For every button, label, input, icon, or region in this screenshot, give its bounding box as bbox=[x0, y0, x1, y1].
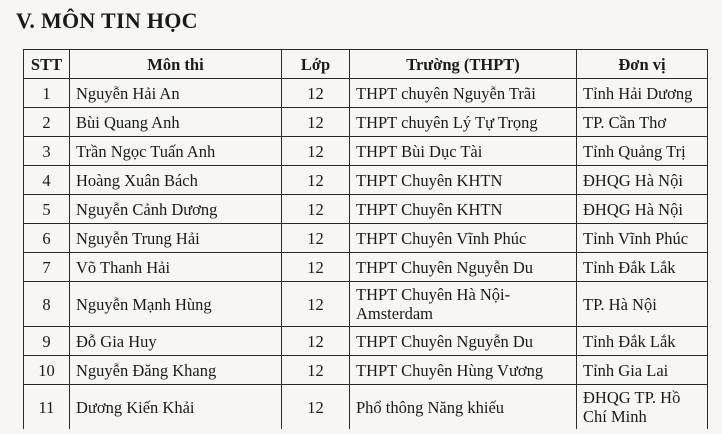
cell-stt: 10 bbox=[24, 356, 70, 385]
cell-school: THPT chuyên Nguyễn Trãi bbox=[350, 79, 577, 108]
cell-unit: Tỉnh Vĩnh Phúc bbox=[577, 224, 708, 253]
cell-unit: Tỉnh Đắk Lắk bbox=[577, 253, 708, 282]
cell-name: Trần Ngọc Tuấn Anh bbox=[70, 137, 282, 166]
cell-grade: 12 bbox=[282, 385, 350, 430]
cell-stt: 6 bbox=[24, 224, 70, 253]
table-row bbox=[24, 79, 708, 108]
cell-name: Võ Thanh Hải bbox=[70, 253, 282, 282]
cell-school: THPT Chuyên Hà Nội-Amsterdam bbox=[350, 282, 577, 327]
cell-grade: 12 bbox=[282, 327, 350, 356]
cell-stt: 5 bbox=[24, 195, 70, 224]
cell-grade: 12 bbox=[282, 195, 350, 224]
cell-name: Đỗ Gia Huy bbox=[70, 327, 282, 356]
cell-stt: 9 bbox=[24, 327, 70, 356]
table-row bbox=[24, 253, 708, 282]
cell-name: Hoàng Xuân Bách bbox=[70, 166, 282, 195]
cell-grade: 12 bbox=[282, 137, 350, 166]
header-subject: Môn thi bbox=[70, 50, 282, 79]
cell-grade: 12 bbox=[282, 224, 350, 253]
cell-name: Nguyễn Cảnh Dương bbox=[70, 195, 282, 224]
table-row bbox=[24, 166, 708, 195]
cell-stt: 7 bbox=[24, 253, 70, 282]
table-header-row bbox=[24, 50, 708, 79]
table-row bbox=[24, 108, 708, 137]
cell-school: THPT chuyên Lý Tự Trọng bbox=[350, 108, 577, 137]
cell-name: Nguyễn Mạnh Hùng bbox=[70, 282, 282, 327]
table-row bbox=[24, 137, 708, 166]
cell-school: THPT Bùi Dục Tài bbox=[350, 137, 577, 166]
cell-school: Phổ thông Năng khiếu bbox=[350, 385, 577, 430]
cell-school: THPT Chuyên Hùng Vương bbox=[350, 356, 577, 385]
cell-stt: 11 bbox=[24, 385, 70, 430]
table-row bbox=[24, 327, 708, 356]
header-stt: STT bbox=[24, 50, 70, 79]
cell-stt: 4 bbox=[24, 166, 70, 195]
header-grade: Lớp bbox=[282, 50, 350, 79]
cell-name: Dương Kiến Khải bbox=[70, 385, 282, 430]
cell-unit: ĐHQG Hà Nội bbox=[577, 195, 708, 224]
cell-unit: Tỉnh Hải Dương bbox=[577, 79, 708, 108]
cell-stt: 3 bbox=[24, 137, 70, 166]
cell-unit: ĐHQG Hà Nội bbox=[577, 166, 708, 195]
section-title: V. MÔN TIN HỌC bbox=[16, 8, 198, 33]
cell-grade: 12 bbox=[282, 253, 350, 282]
cell-stt: 2 bbox=[24, 108, 70, 137]
cell-school: THPT Chuyên KHTN bbox=[350, 195, 577, 224]
cell-grade: 12 bbox=[282, 166, 350, 195]
cell-unit: TP. Hà Nội bbox=[577, 282, 708, 327]
cell-grade: 12 bbox=[282, 108, 350, 137]
results-table bbox=[23, 49, 708, 429]
cell-name: Nguyễn Đăng Khang bbox=[70, 356, 282, 385]
cell-stt: 8 bbox=[24, 282, 70, 327]
cell-unit: Tỉnh Quảng Trị bbox=[577, 137, 708, 166]
cell-grade: 12 bbox=[282, 282, 350, 327]
table-row bbox=[24, 195, 708, 224]
header-unit: Đơn vị bbox=[577, 50, 708, 79]
header-school: Trường (THPT) bbox=[350, 50, 577, 79]
cell-school: THPT Chuyên Nguyễn Du bbox=[350, 327, 577, 356]
cell-name: Nguyễn Trung Hải bbox=[70, 224, 282, 253]
cell-unit: Tỉnh Gia Lai bbox=[577, 356, 708, 385]
cell-name: Bùi Quang Anh bbox=[70, 108, 282, 137]
table-row bbox=[24, 356, 708, 385]
cell-school: THPT Chuyên KHTN bbox=[350, 166, 577, 195]
table-row bbox=[24, 282, 708, 327]
cell-unit: Tỉnh Đắk Lắk bbox=[577, 327, 708, 356]
table-row bbox=[24, 224, 708, 253]
cell-school: THPT Chuyên Vĩnh Phúc bbox=[350, 224, 577, 253]
cell-school: THPT Chuyên Nguyễn Du bbox=[350, 253, 577, 282]
cell-grade: 12 bbox=[282, 356, 350, 385]
cell-grade: 12 bbox=[282, 79, 350, 108]
cell-unit: TP. Cần Thơ bbox=[577, 108, 708, 137]
cell-stt: 1 bbox=[24, 79, 70, 108]
cell-name: Nguyễn Hải An bbox=[70, 79, 282, 108]
table-row bbox=[24, 385, 708, 430]
cell-unit: ĐHQG TP. Hồ Chí Minh bbox=[577, 385, 708, 430]
